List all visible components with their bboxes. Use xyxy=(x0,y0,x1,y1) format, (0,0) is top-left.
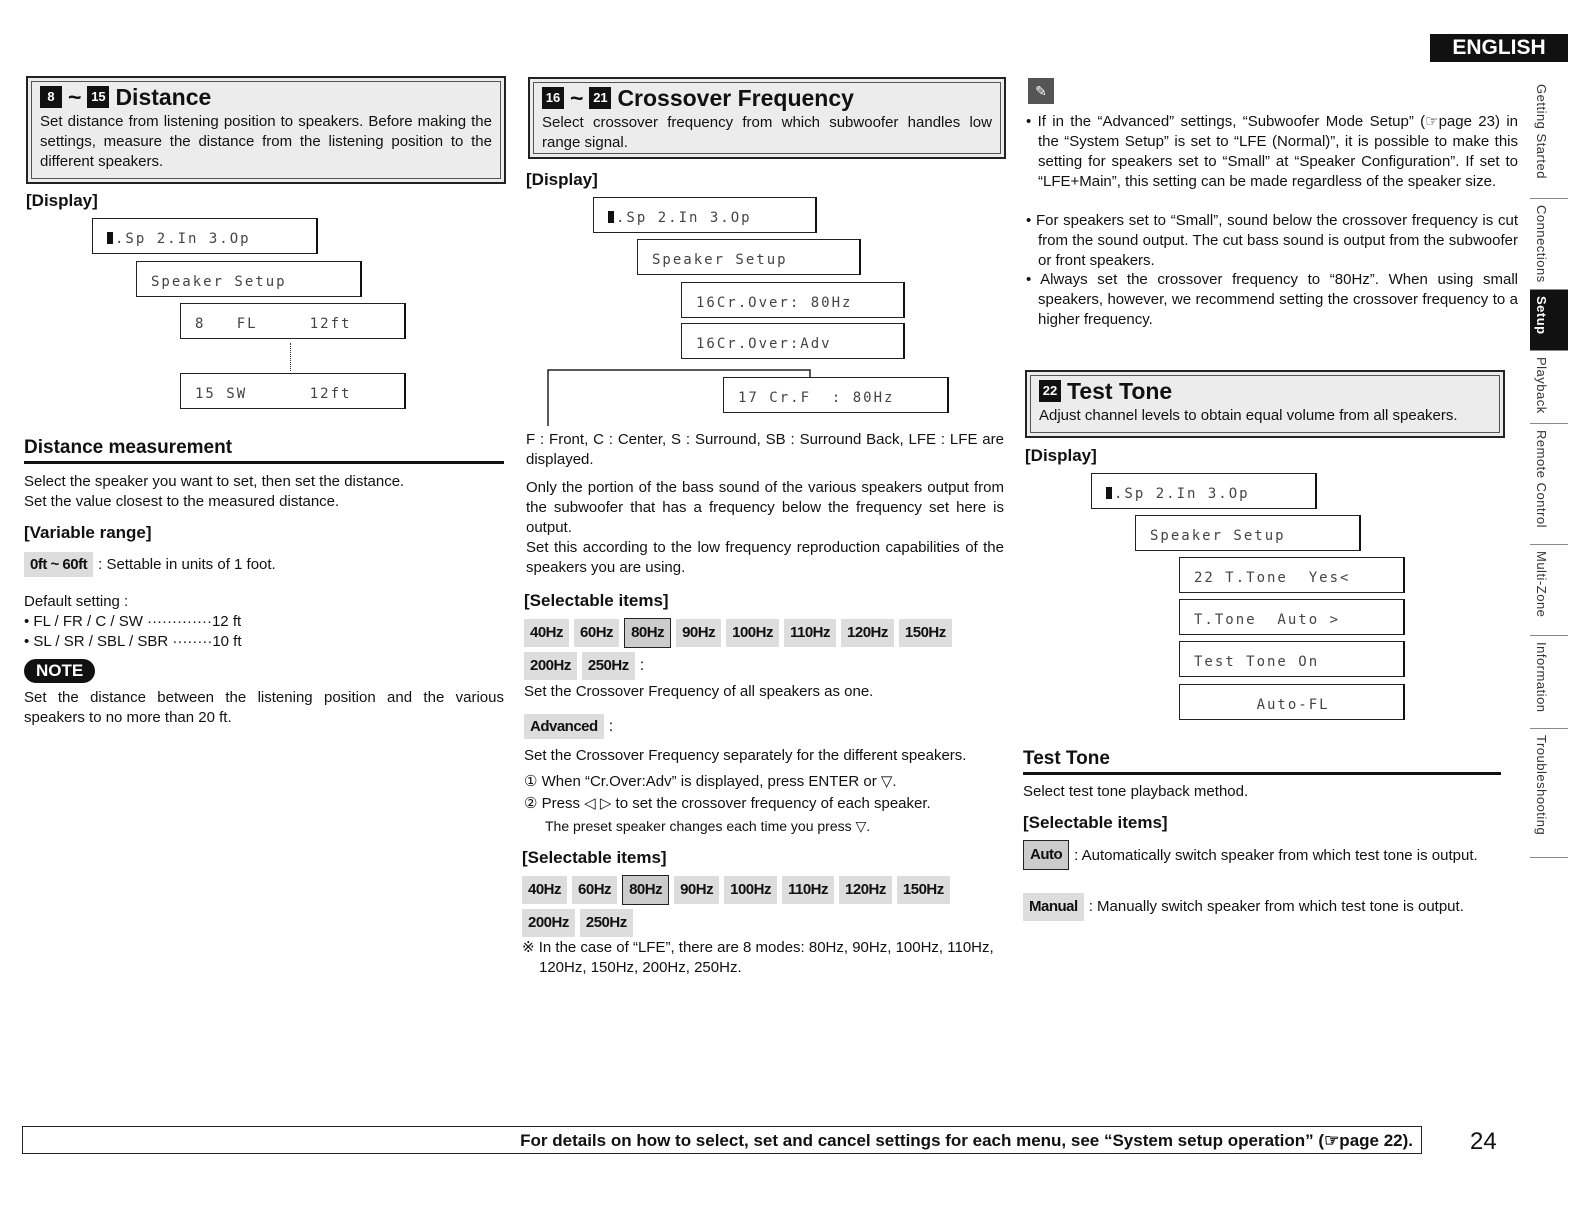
advanced-text: Set the Crossover Frequency separately for the different speakers. xyxy=(524,747,967,764)
note-bullet: • For speakers set to “Small”, sound below the crossover frequency is cut from the sound output. The cut bass sound is output from the subwoofer or front speakers. xyxy=(1026,212,1518,269)
distance-title: Distance xyxy=(115,83,212,110)
crossover-description: Select crossover frequency from which subwoofer handles low range signal. xyxy=(542,114,992,151)
note-badge: NOTE xyxy=(24,659,95,683)
auto-row: Auto : Automatically switch speaker from which test tone is output. xyxy=(1023,840,1503,874)
distance-display-label: [Display] xyxy=(26,191,98,210)
all-speakers-text: Set the Crossover Frequency of all speakers as one. xyxy=(524,683,874,700)
continuation-dots xyxy=(290,343,291,371)
language-label: ENGLISH xyxy=(1430,34,1568,62)
note-text: Set the distance between the listening position and the various speakers to no more than 20 ft. xyxy=(24,689,504,726)
frequency-chip-group: 40Hz 60Hz 80Hz 90Hz 100Hz 110Hz 120Hz 150Hz200Hz 250Hz : xyxy=(524,618,1004,684)
distance-measure-text: Select the speaker you want to set, then set the distance. xyxy=(24,473,405,490)
tab-information[interactable]: Information xyxy=(1530,636,1568,729)
default-setting-item: • FL / FR / C / SW ·············12 ft xyxy=(24,613,242,630)
freq-chip: 40Hz xyxy=(522,876,567,904)
variable-range-row: 0ft ~ 60ft : Settable in units of 1 foot. xyxy=(24,552,276,581)
selectable-items-label: [Selectable items] xyxy=(522,848,667,867)
lcd-line: .Sp 2.In 3.Op xyxy=(92,218,318,254)
page-number: 24 xyxy=(1470,1128,1497,1155)
freq-chip: 110Hz xyxy=(784,619,836,647)
item-number-badge: 21 xyxy=(589,87,611,109)
lcd-line: 17 Cr.F : 80Hz xyxy=(723,377,949,413)
distance-description: Set distance from listening position to speakers. Before making the settings, measure the distance from the listening position to the different speakers. xyxy=(40,113,492,170)
crossover-header-box: 16 ~ 21 Crossover Frequency Select crossover frequency from which subwoofer handles low range signal. xyxy=(528,77,1006,159)
frequency-chip-group xyxy=(522,875,1002,941)
pencil-icon: ✎ xyxy=(1028,78,1054,104)
advanced-chip: Advanced xyxy=(524,714,604,739)
section-tabs xyxy=(1530,78,1568,858)
lfe-note: ※ In the case of “LFE”, there are 8 modes: 80Hz, 90Hz, 100Hz, 110Hz, 120Hz, 150Hz, 200Hz, 250Hz. xyxy=(522,939,994,976)
testtone-display-label: [Display] xyxy=(1025,446,1097,465)
manual-row: Manual : Manually switch speaker from which test tone is output. xyxy=(1023,893,1503,925)
item-number-badge: 22 xyxy=(1039,380,1061,402)
lcd-line: T.Tone Auto > xyxy=(1179,599,1405,635)
advanced-row: Advanced : xyxy=(524,714,613,743)
note-bullet: • Always set the crossover frequency to “80Hz”. When using small speakers, however, we recommend setting the crossover frequency to a higher frequency. xyxy=(1026,271,1518,328)
lcd-line: 8 FL 12ft xyxy=(180,303,406,339)
tab-getting-started[interactable]: Getting Started xyxy=(1530,78,1568,199)
range-chip: 0ft ~ 60ft xyxy=(24,552,93,577)
lcd-line: 16Cr.Over: 80Hz xyxy=(681,282,905,318)
crossover-para: Set this according to the low frequency reproduction capabilities of the speakers you are using. xyxy=(526,539,1004,576)
freq-chip-default: 80Hz xyxy=(622,875,669,905)
selectable-items-label: [Selectable items] xyxy=(524,591,669,610)
manual-chip: Manual xyxy=(1023,893,1084,921)
testtone-header-box xyxy=(1025,370,1505,438)
lcd-line: Speaker Setup xyxy=(136,261,362,297)
crossover-title: Crossover Frequency xyxy=(617,84,854,111)
default-setting-item: • SL / SR / SBL / SBR ········10 ft xyxy=(24,633,242,650)
speaker-legend: F : Front, C : Center, S : Surround, SB : Surround Back, LFE : LFE are displayed. xyxy=(526,431,1004,468)
freq-chip: 100Hz xyxy=(724,876,777,904)
lcd-line: .Sp 2.In 3.Op xyxy=(593,197,817,233)
freq-chip-default: 80Hz xyxy=(624,618,671,648)
tab-setup[interactable]: Setup xyxy=(1530,290,1568,351)
step-2: ② Press ◁ ▷ to set the crossover frequency of each speaker. xyxy=(524,795,931,812)
distance-title-row: 8 ~ 15 Distance xyxy=(40,82,492,112)
freq-chip: 120Hz xyxy=(839,876,892,904)
freq-chip: 40Hz xyxy=(524,619,569,647)
tab-multi-zone[interactable]: Multi-Zone xyxy=(1530,545,1568,636)
freq-chip: 60Hz xyxy=(572,876,617,904)
lcd-line: Test Tone On xyxy=(1179,641,1405,677)
freq-chip: 150Hz xyxy=(899,619,952,647)
testtone-text: Select test tone playback method. xyxy=(1023,783,1249,800)
tab-troubleshooting[interactable]: Troubleshooting xyxy=(1530,729,1568,858)
item-number-badge: 16 xyxy=(542,87,564,109)
lcd-line: Speaker Setup xyxy=(637,239,861,275)
testtone-heading: Test Tone xyxy=(1023,748,1501,775)
freq-chip: 90Hz xyxy=(676,619,721,647)
testtone-title: Test Tone xyxy=(1067,377,1173,404)
lcd-line: 22 T.Tone Yes< xyxy=(1179,557,1405,593)
item-number-badge: 15 xyxy=(87,86,109,108)
default-setting-label: Default setting : xyxy=(24,593,129,610)
note-bullet: • If in the “Advanced” settings, “Subwoofer Mode Setup” (☞page 23) in the “System Setup” is set to “LFE (Normal)”, it is possible to make this setting for speakers set to “Small” at “Speaker Configuration”. If set to “LFE+Main”, this setting can be made regardless of the speaker size. xyxy=(1026,113,1518,190)
footer-reference: For details on how to select, set and cancel settings for each menu, see “System setup operation” (☞page 22). xyxy=(22,1126,1422,1154)
freq-chip: 200Hz xyxy=(522,909,575,937)
auto-chip: Auto xyxy=(1023,840,1069,870)
freq-chip: 150Hz xyxy=(897,876,950,904)
step-1: ① When “Cr.Over:Adv” is displayed, press ENTER or ▽. xyxy=(524,773,897,790)
crossover-display-label: [Display] xyxy=(526,170,598,189)
freq-chip: 250Hz xyxy=(582,652,635,680)
freq-chip: 60Hz xyxy=(574,619,619,647)
freq-chip: 120Hz xyxy=(841,619,894,647)
variable-range-label: [Variable range] xyxy=(24,523,152,542)
lcd-line: .Sp 2.In 3.Op xyxy=(1091,473,1317,509)
distance-measure-text: Set the value closest to the measured distance. xyxy=(24,493,340,510)
step-2-note: The preset speaker changes each time you press ▽. xyxy=(545,818,871,834)
distance-measurement-heading: Distance measurement xyxy=(24,437,504,464)
selectable-items-label: [Selectable items] xyxy=(1023,813,1168,832)
lcd-line: 15 SW 12ft xyxy=(180,373,406,409)
freq-chip: 200Hz xyxy=(524,652,577,680)
crossover-para: Only the portion of the bass sound of the various speakers output from the subwoofer that has a frequency below the frequency set here is output. xyxy=(526,479,1004,536)
freq-chip: 250Hz xyxy=(580,909,633,937)
freq-chip: 110Hz xyxy=(782,876,834,904)
item-number-badge: 8 xyxy=(40,86,62,108)
tab-playback[interactable]: Playback xyxy=(1530,351,1568,424)
tab-connections[interactable]: Connections xyxy=(1530,199,1568,290)
freq-chip: 100Hz xyxy=(726,619,779,647)
distance-header-box xyxy=(26,76,506,184)
freq-chip: 90Hz xyxy=(674,876,719,904)
tab-remote-control[interactable]: Remote Control xyxy=(1530,424,1568,545)
lcd-line: Auto-FL xyxy=(1179,684,1405,720)
lcd-line: 16Cr.Over:Adv xyxy=(681,323,905,359)
lcd-line: Speaker Setup xyxy=(1135,515,1361,551)
testtone-description: Adjust channel levels to obtain equal volume from all speakers. xyxy=(1039,407,1458,424)
